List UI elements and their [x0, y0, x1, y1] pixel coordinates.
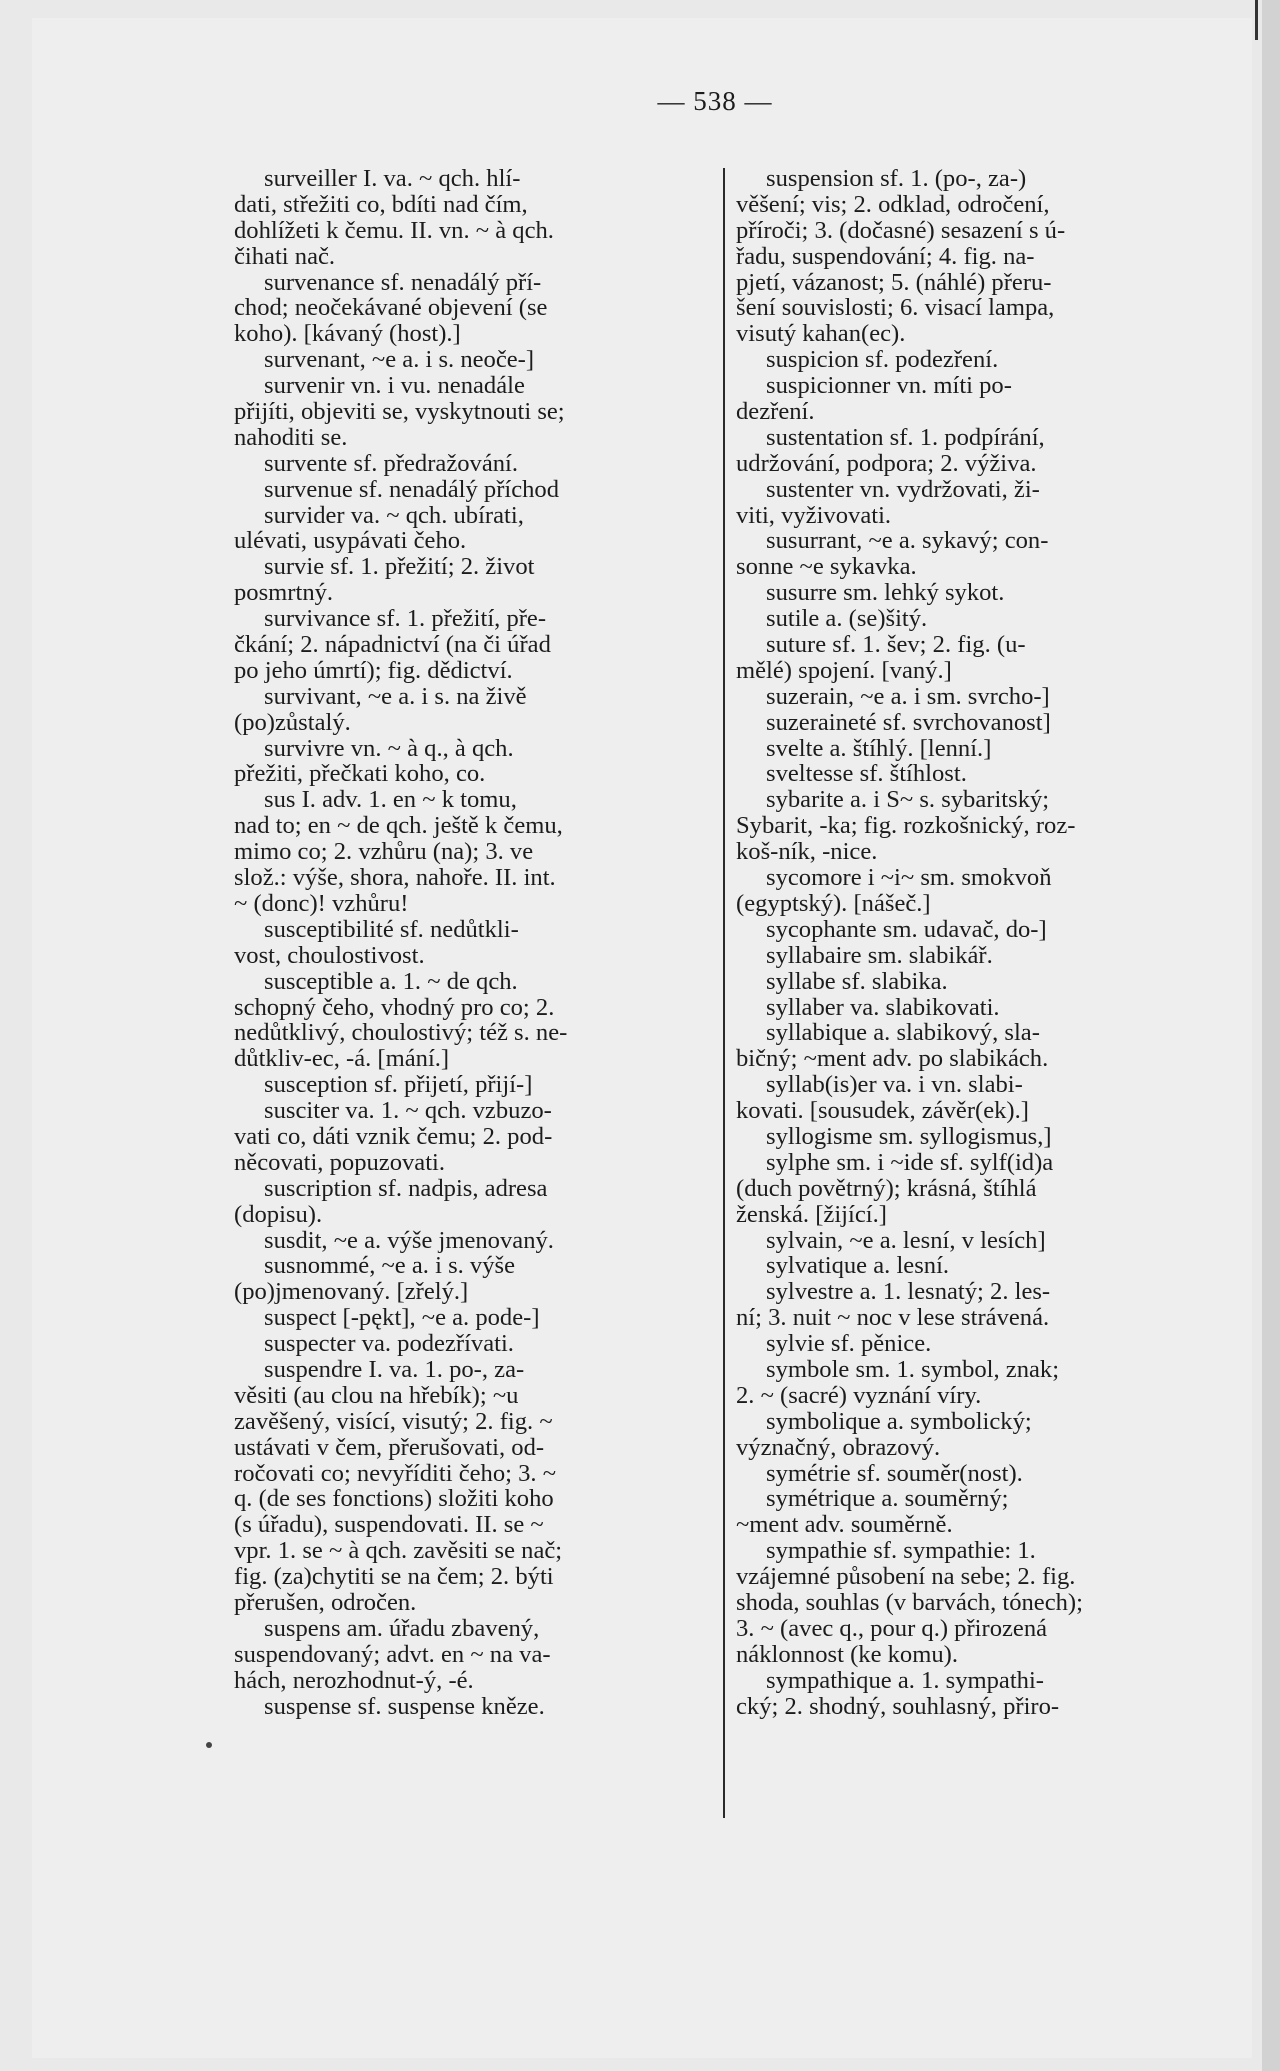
dictionary-entry-line: sycophante sm. udavač, do-] — [766, 916, 1047, 943]
dictionary-entry-line: suspecter va. podezřívati. — [264, 1331, 514, 1357]
dictionary-text-line: (egyptský). [nášeč.] — [736, 890, 931, 917]
dictionary-text-line: nahoditi se. — [234, 424, 348, 451]
column-divider — [723, 168, 725, 1818]
dictionary-entry-line: survente sf. předražování. — [264, 450, 519, 477]
dictionary-text-line: (po)zůstalý. — [234, 709, 351, 736]
dictionary-entry-line: suzeraineté sf. svrchovanost] — [766, 709, 1051, 736]
dictionary-entry-line: sycomore i ~i~ sm. smokvoň — [766, 865, 1052, 891]
dictionary-entry-line: sympathie sf. sympathie: 1. — [766, 1538, 1036, 1565]
dictionary-text-line: udržování, podpora; 2. výživa. — [736, 450, 1037, 477]
dictionary-text-line: koš-ník, -nice. — [736, 839, 878, 866]
dictionary-text-line: náklonnost (ke komu). — [736, 1641, 958, 1668]
dictionary-entry-line: sutile a. (se)šitý. — [766, 606, 928, 633]
dictionary-text-line: něcovati, popuzovati. — [234, 1149, 446, 1176]
dictionary-entry-line: susceptibilité sf. nedůtkli- — [264, 916, 519, 943]
dictionary-text-line: nad to; en ~ de qch. ještě k čemu, — [234, 813, 563, 840]
dictionary-entry-line: syllabique a. slabikový, sla- — [766, 1020, 1040, 1047]
dictionary-entry-line: survider va. ~ qch. ubírati, — [264, 502, 524, 529]
dictionary-text-line: (s úřadu), suspendovati. II. se ~ — [234, 1512, 544, 1539]
dictionary-entry-line: susciter va. 1. ~ qch. vzbuzo- — [264, 1098, 552, 1124]
dictionary-text-line: dohlížeti k čemu. II. vn. ~ à qch. — [234, 217, 554, 244]
dictionary-entry-line: suspense sf. suspense kněze. — [264, 1693, 545, 1720]
dictionary-text-line: vzájemné působení na sebe; 2. fig. — [736, 1564, 1076, 1590]
dictionary-text-line: ~ (donc)! vzhůru! — [234, 890, 409, 917]
dictionary-text-line: cký; 2. shodný, souhlasný, přiro- — [736, 1693, 1060, 1720]
dictionary-entry-line: suspicion sf. podezření. — [766, 347, 999, 374]
dictionary-entry-line: surveiller I. va. ~ qch. hlí- — [264, 166, 521, 192]
dictionary-entry-line: sus I. adv. 1. en ~ k tomu, — [264, 787, 517, 814]
dictionary-text-line: nedůtklivý, choulostivý; též s. ne- — [234, 1020, 568, 1047]
dictionary-text-line: po jeho úmrtí); fig. dědictví. — [234, 657, 513, 684]
dictionary-entry-line: susurrant, ~e a. sykavý; con- — [766, 528, 1049, 555]
dictionary-entry-line: suspendre I. va. 1. po-, za- — [264, 1356, 525, 1383]
dictionary-text-line: ulévati, usypávati čeho. — [234, 528, 467, 555]
dictionary-entry-line: sylvain, ~e a. lesní, v lesích] — [766, 1227, 1046, 1254]
dictionary-text-line: visutý kahan(ec). — [736, 321, 906, 348]
dictionary-text-line: mělé) spojení. [vaný.] — [736, 657, 952, 684]
dictionary-entry-line: symétrique a. souměrný; — [766, 1486, 1009, 1513]
dictionary-text-line: schopný čeho, vhodný pro co; 2. — [234, 994, 555, 1021]
dictionary-entry-line: survenant, ~e a. i s. neoče-] — [264, 347, 535, 374]
dictionary-entry-line: suspect [-pękt], ~e a. pode-] — [264, 1305, 540, 1332]
dictionary-entry-line: sustentation sf. 1. podpírání, — [766, 424, 1045, 451]
dictionary-text-line: věšení; vis; 2. odklad, odročení, — [736, 191, 1050, 218]
dictionary-entry-line: sybarite a. i S~ s. sybaritský; — [766, 787, 1050, 814]
dictionary-text-line: 2. ~ (sacré) vyznání víry. — [736, 1382, 982, 1409]
dictionary-entry-line: susceptible a. 1. ~ de qch. — [264, 968, 518, 995]
dictionary-text-line: příroči; 3. (dočasné) sesazení s ú- — [736, 217, 1066, 244]
dictionary-entry-line: suspension sf. 1. (po-, za-) — [766, 166, 1027, 192]
dictionary-text-line: koho). [kávaný (host).] — [234, 321, 461, 348]
dictionary-text-line: suspendovaný; advt. en ~ na va- — [234, 1641, 551, 1668]
dictionary-text-line: sonne ~e sykavka. — [736, 554, 917, 581]
dictionary-text-line: čkání; 2. nápadnictví (na či úřad — [234, 632, 551, 658]
dictionary-entry-line: survenir vn. i vu. nenadále — [264, 373, 525, 400]
dictionary-text-line: bičný; ~ment adv. po slabikách. — [736, 1046, 1049, 1073]
dictionary-entry-line: susnommé, ~e a. i s. výše — [264, 1253, 516, 1280]
dictionary-text-line: přežiti, přečkati koho, co. — [234, 761, 486, 788]
dictionary-text-line: pjetí, vázanost; 5. (náhlé) přeru- — [736, 269, 1052, 296]
dictionary-entry-line: syllab(is)er va. i vn. slabi- — [766, 1072, 1023, 1099]
right-column — [736, 166, 1218, 1719]
dictionary-text-line: q. (de ses fonctions) složiti koho — [234, 1486, 554, 1513]
dictionary-text-line: ní; 3. nuit ~ noc v lese strávená. — [736, 1305, 1050, 1332]
dictionary-text-line: věsiti (au clou na hřebík); ~u — [234, 1382, 519, 1409]
dictionary-entry-line: survenance sf. nenadálý pří- — [264, 269, 542, 296]
dictionary-text-line: (duch povětrný); krásná, štíhlá — [736, 1175, 1037, 1202]
dictionary-entry-line: suspicionner vn. míti po- — [766, 373, 1012, 400]
dictionary-entry-line: sylvatique a. lesní. — [766, 1253, 950, 1280]
dictionary-entry-line: susception sf. přijetí, přijí-] — [264, 1072, 533, 1099]
dictionary-entry-line: suture sf. 1. šev; 2. fig. (u- — [766, 632, 1026, 658]
dictionary-text-line: vost, choulostivost. — [234, 942, 425, 969]
dictionary-text-line: ~ment adv. souměrně. — [736, 1512, 953, 1539]
dictionary-text-line: (po)jmenovaný. [zřelý.] — [234, 1279, 469, 1306]
dictionary-text-line: přijíti, objeviti se, vyskytnouti se; — [234, 399, 565, 425]
dictionary-entry-line: susurre sm. lehký sykot. — [766, 580, 1005, 607]
dictionary-text-line: ustávati v čem, přerušovati, od- — [234, 1434, 545, 1461]
dictionary-entry-line: suscription sf. nadpis, adresa — [264, 1175, 548, 1202]
dictionary-entry-line: susdit, ~e a. výše jmenovaný. — [264, 1227, 554, 1254]
left-column — [234, 166, 716, 1719]
page-number: — 538 — — [657, 86, 773, 116]
dictionary-text-line: přerušen, odročen. — [234, 1589, 417, 1616]
dictionary-text-line: šení souvislosti; 6. visací lampa, — [736, 295, 1055, 322]
dictionary-text-line: zavěšený, visící, visutý; 2. fig. ~ — [234, 1408, 553, 1435]
dictionary-text-line: čihati nač. — [234, 243, 336, 270]
dictionary-text-line: dezření. — [736, 399, 815, 425]
dictionary-text-line: mimo co; 2. vzhůru (na); 3. ve — [234, 839, 534, 866]
dictionary-text-line: posmrtný. — [234, 580, 334, 607]
dictionary-text-line: ženská. [žijící.] — [736, 1201, 887, 1228]
dictionary-text-line: vpr. 1. se ~ à qch. zavěsiti se nač; — [234, 1538, 563, 1565]
dictionary-entry-line: symbolique a. symbolický; — [766, 1408, 1032, 1435]
dictionary-text-line: vati co, dáti vznik čemu; 2. pod- — [234, 1123, 553, 1150]
dictionary-text-line: 3. ~ (avec q., pour q.) přirozená — [736, 1615, 1048, 1642]
dictionary-entry-line: symétrie sf. souměr(nost). — [766, 1460, 1023, 1487]
dictionary-text-line: slož.: výše, shora, nahoře. II. int. — [234, 865, 556, 891]
dictionary-text-line: viti, vyživovati. — [736, 502, 892, 529]
dictionary-text-line: význačný, obrazový. — [736, 1434, 941, 1461]
dictionary-text-line: kovati. [sousudek, závěr(ek).] — [736, 1098, 1029, 1124]
dictionary-text-line: ročovati co; nevyříditi čeho; 3. ~ — [234, 1460, 557, 1487]
dictionary-entry-line: suzerain, ~e a. i sm. svrcho-] — [766, 683, 1050, 710]
dictionary-text-line: důtkliv-ec, -á. [mání.] — [234, 1046, 450, 1073]
dictionary-entry-line: sympathique a. 1. sympathi- — [766, 1667, 1045, 1694]
dictionary-entry-line: syllogisme sm. syllogismus,] — [766, 1123, 1052, 1150]
dictionary-entry-line: syllaber va. slabikovati. — [766, 994, 1000, 1021]
dictionary-entry-line: sveltesse sf. štíhlost. — [766, 761, 967, 788]
dictionary-text-line: Sybarit, -ka; fig. rozkošnický, roz- — [736, 813, 1076, 840]
dictionary-text-line: shoda, souhlas (v barvách, tónech); — [736, 1589, 1083, 1616]
dictionary-entry-line: survenue sf. nenadálý příchod — [264, 476, 560, 503]
dictionary-entry-line: survivant, ~e a. i s. na živě — [264, 683, 527, 710]
scan-edge — [1262, 0, 1280, 2071]
dictionary-text-line: hách, nerozhodnut-ý, -é. — [234, 1667, 474, 1694]
dictionary-entry-line: survivre vn. ~ à q., à qch. — [264, 735, 514, 762]
margin-speck — [206, 1742, 212, 1748]
dictionary-text-line: dati, střežiti co, bdíti nad čím, — [234, 191, 528, 218]
dictionary-entry-line: svelte a. štíhlý. [lenní.] — [766, 735, 992, 762]
dictionary-entry-line: sylphe sm. i ~ide sf. sylf(id)a — [766, 1149, 1054, 1176]
dictionary-entry-line: sylvie sf. pěnice. — [766, 1331, 932, 1357]
dictionary-entry-line: sylvestre a. 1. lesnatý; 2. les- — [766, 1279, 1051, 1306]
dictionary-entry-line: suspens am. úřadu zbavený, — [264, 1615, 540, 1642]
dictionary-entry-line: survie sf. 1. přežití; 2. život — [264, 554, 535, 581]
scan-mark — [1255, 0, 1258, 40]
dictionary-text-line: řadu, suspendování; 4. fig. na- — [736, 243, 1035, 270]
dictionary-entry-line: sustenter vn. vydržovati, ži- — [766, 476, 1040, 503]
dictionary-text-line: chod; neočekávané objevení (se — [234, 295, 548, 322]
dictionary-entry-line: syllabaire sm. slabikář. — [766, 942, 993, 969]
dictionary-text-line: fig. (za)chytiti se na čem; 2. býti — [234, 1564, 554, 1590]
dictionary-entry-line: survivance sf. 1. přežití, pře- — [264, 606, 547, 633]
dictionary-entry-line: symbole sm. 1. symbol, znak; — [766, 1356, 1060, 1383]
dictionary-entry-line: syllabe sf. slabika. — [766, 968, 948, 995]
dictionary-text-line: (dopisu). — [234, 1201, 323, 1228]
